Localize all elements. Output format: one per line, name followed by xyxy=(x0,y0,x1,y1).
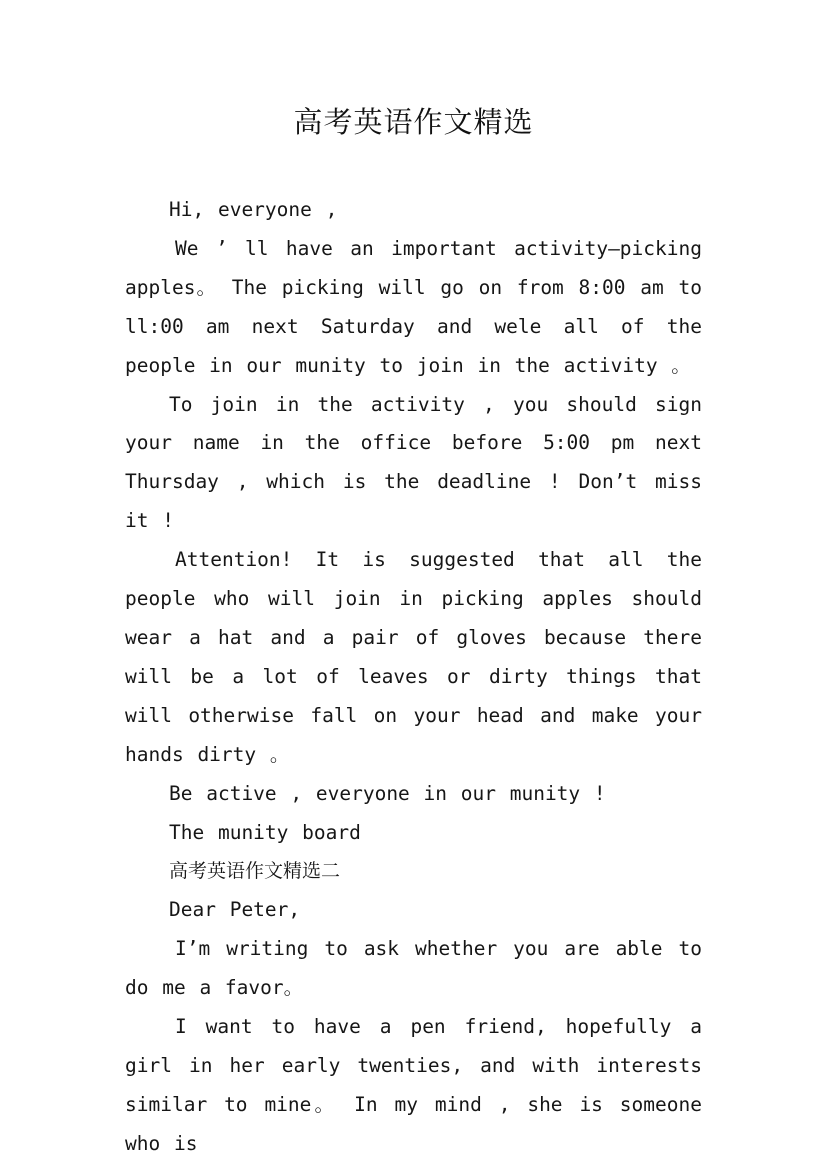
paragraph-closing: Be active , everyone in our munity ! xyxy=(169,781,606,805)
document-body xyxy=(125,191,702,1164)
paragraph-pen-friend: I want to have a pen friend, hopefully a girl in her early twenties, and with interests similar to mine。 In my mind , she is someone who is xyxy=(125,1015,702,1155)
paragraph-sign-up: To join in the activity , you should sign your name in the office before 5:00 pm next Thursday , which is the deadline ! Don’t miss it ! xyxy=(125,392,702,533)
paragraph-request: I’m writing to ask whether you are able to do me a favor。 xyxy=(125,937,702,1000)
paragraph-attention: Attention! It is suggested that all the people who will join in picking apples should wear a hat and a pair of gloves because there will be a lot of leaves or dirty things that will otherwise fall on your head and make your hands dirty 。 xyxy=(125,548,702,766)
paragraph-signature: The munity board xyxy=(169,820,361,844)
paragraph-announcement: We ’ ll have an important activity—picking apples。 The picking will go on from 8:00 am to ll:00 am next Saturday and wele all of the people in our munity to join in the activity 。 xyxy=(125,236,702,377)
section-heading-2: 高考英语作文精选二 xyxy=(169,860,341,883)
paragraph-greeting: Hi, everyone , xyxy=(169,198,338,221)
document-title: 高考英语作文精选 xyxy=(293,105,534,139)
paragraph-salutation: Dear Peter, xyxy=(169,898,301,922)
